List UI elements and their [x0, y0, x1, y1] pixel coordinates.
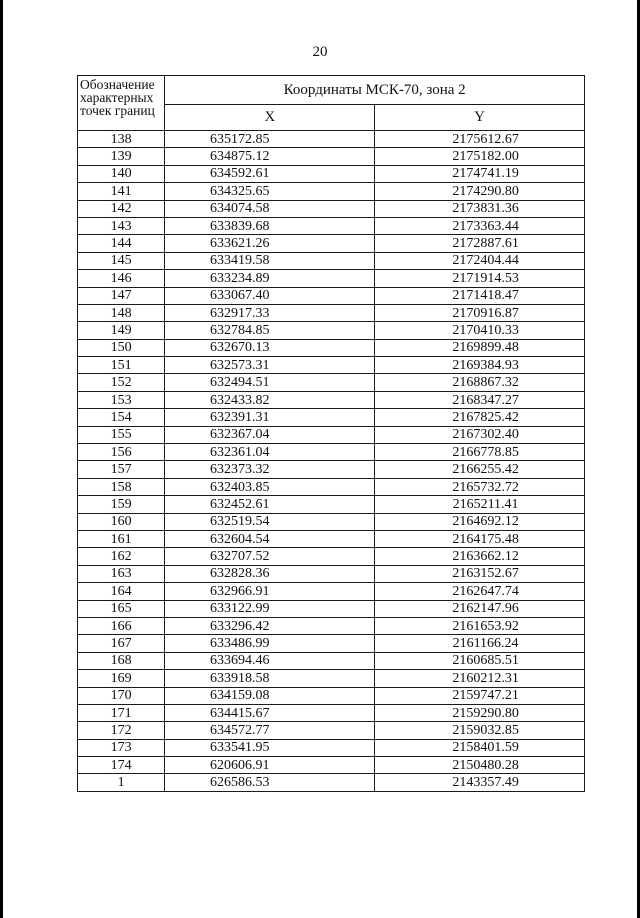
table-row	[78, 217, 585, 234]
y-coordinate-cell: 2172887.61	[375, 235, 585, 252]
table-row	[78, 565, 585, 582]
coordinates-table	[77, 75, 585, 792]
y-coordinate-cell: 2167302.40	[375, 426, 585, 443]
x-coordinate-cell: 635172.85	[165, 131, 375, 148]
point-cell: 150	[78, 339, 165, 356]
table-row	[78, 722, 585, 739]
y-coordinate-cell: 2160685.51	[375, 652, 585, 669]
x-coordinate-cell: 632828.36	[165, 565, 375, 582]
table-row	[78, 287, 585, 304]
x-coordinate-cell: 633839.68	[165, 217, 375, 234]
table-row	[78, 200, 585, 217]
point-cell: 169	[78, 670, 165, 687]
y-coordinate-cell: 2175612.67	[375, 131, 585, 148]
x-coordinate-cell: 632519.54	[165, 513, 375, 530]
y-column-header: Y	[375, 105, 585, 131]
x-coordinate-cell: 632391.31	[165, 409, 375, 426]
x-coordinate-cell: 632494.51	[165, 374, 375, 391]
table-row	[78, 600, 585, 617]
table-row	[78, 548, 585, 565]
point-cell: 170	[78, 687, 165, 704]
y-coordinate-cell: 2159747.21	[375, 687, 585, 704]
coordinates-system-header: Координаты МСК-70, зона 2	[165, 76, 585, 105]
point-cell: 165	[78, 600, 165, 617]
point-cell: 138	[78, 131, 165, 148]
point-cell: 153	[78, 391, 165, 408]
y-coordinate-cell: 2168867.32	[375, 374, 585, 391]
page-number: 20	[312, 44, 328, 60]
table-row	[78, 478, 585, 495]
y-coordinate-cell: 2169899.48	[375, 339, 585, 356]
point-cell: 174	[78, 757, 165, 774]
x-coordinate-cell: 634875.12	[165, 148, 375, 165]
x-coordinate-cell: 632707.52	[165, 548, 375, 565]
x-coordinate-cell: 632433.82	[165, 391, 375, 408]
x-coordinate-cell: 633067.40	[165, 287, 375, 304]
x-coordinate-cell: 626586.53	[165, 774, 375, 791]
table-row	[78, 304, 585, 321]
y-coordinate-cell: 2161653.92	[375, 617, 585, 634]
x-coordinate-cell: 633621.26	[165, 235, 375, 252]
point-cell: 159	[78, 496, 165, 513]
table-row	[78, 357, 585, 374]
y-coordinate-cell: 2169384.93	[375, 357, 585, 374]
y-coordinate-cell: 2162147.96	[375, 600, 585, 617]
point-cell: 166	[78, 617, 165, 634]
point-cell: 173	[78, 739, 165, 756]
y-coordinate-cell: 2171914.53	[375, 270, 585, 287]
x-coordinate-cell: 634592.61	[165, 165, 375, 182]
x-coordinate-cell: 634159.08	[165, 687, 375, 704]
table-row	[78, 252, 585, 269]
table-row	[78, 757, 585, 774]
point-cell: 164	[78, 583, 165, 600]
table-row	[78, 496, 585, 513]
table-row	[78, 131, 585, 148]
table-row	[78, 270, 585, 287]
x-coordinate-cell: 633419.58	[165, 252, 375, 269]
table-row	[78, 583, 585, 600]
y-coordinate-cell: 2158401.59	[375, 739, 585, 756]
y-coordinate-cell: 2174741.19	[375, 165, 585, 182]
x-coordinate-cell: 632966.91	[165, 583, 375, 600]
x-coordinate-cell: 633234.89	[165, 270, 375, 287]
x-coordinate-cell: 633918.58	[165, 670, 375, 687]
x-coordinate-cell: 633694.46	[165, 652, 375, 669]
point-cell: 151	[78, 357, 165, 374]
point-cell: 148	[78, 304, 165, 321]
x-coordinate-cell: 633122.99	[165, 600, 375, 617]
point-cell: 149	[78, 322, 165, 339]
x-coordinate-cell: 633296.42	[165, 617, 375, 634]
point-cell: 156	[78, 444, 165, 461]
y-coordinate-cell: 2168347.27	[375, 391, 585, 408]
x-coordinate-cell: 632573.31	[165, 357, 375, 374]
table-row	[78, 652, 585, 669]
y-coordinate-cell: 2170916.87	[375, 304, 585, 321]
point-cell: 162	[78, 548, 165, 565]
y-coordinate-cell: 2159032.85	[375, 722, 585, 739]
table-row	[78, 391, 585, 408]
y-coordinate-cell: 2163152.67	[375, 565, 585, 582]
table-row	[78, 235, 585, 252]
x-coordinate-cell: 632373.32	[165, 461, 375, 478]
table-row	[78, 513, 585, 530]
table-row	[78, 530, 585, 547]
x-coordinate-cell: 632604.54	[165, 530, 375, 547]
table-row	[78, 774, 585, 791]
table-row	[78, 687, 585, 704]
table-row	[78, 183, 585, 200]
y-coordinate-cell: 2165732.72	[375, 478, 585, 495]
point-cell: 158	[78, 478, 165, 495]
x-coordinate-cell: 632670.13	[165, 339, 375, 356]
y-coordinate-cell: 2165211.41	[375, 496, 585, 513]
y-coordinate-cell: 2166778.85	[375, 444, 585, 461]
point-cell: 172	[78, 722, 165, 739]
point-cell: 154	[78, 409, 165, 426]
y-coordinate-cell: 2173363.44	[375, 217, 585, 234]
y-coordinate-cell: 2164692.12	[375, 513, 585, 530]
point-cell: 161	[78, 530, 165, 547]
y-coordinate-cell: 2172404.44	[375, 252, 585, 269]
y-coordinate-cell: 2167825.42	[375, 409, 585, 426]
x-coordinate-cell: 634572.77	[165, 722, 375, 739]
point-cell: 163	[78, 565, 165, 582]
x-coordinate-cell: 633541.95	[165, 739, 375, 756]
table-row	[78, 148, 585, 165]
table-row	[78, 409, 585, 426]
point-cell: 155	[78, 426, 165, 443]
x-coordinate-cell: 632367.04	[165, 426, 375, 443]
table-row	[78, 739, 585, 756]
point-cell: 171	[78, 704, 165, 721]
table-header	[78, 76, 585, 131]
x-coordinate-cell: 634074.58	[165, 200, 375, 217]
point-designation-header: Обозначение характерных точек границ	[78, 76, 165, 131]
point-cell: 140	[78, 165, 165, 182]
point-cell: 142	[78, 200, 165, 217]
point-cell: 1	[78, 774, 165, 791]
table-row	[78, 426, 585, 443]
point-cell: 141	[78, 183, 165, 200]
y-coordinate-cell: 2143357.49	[375, 774, 585, 791]
y-coordinate-cell: 2170410.33	[375, 322, 585, 339]
y-coordinate-cell: 2171418.47	[375, 287, 585, 304]
x-coordinate-cell: 632784.85	[165, 322, 375, 339]
point-cell: 168	[78, 652, 165, 669]
y-coordinate-cell: 2174290.80	[375, 183, 585, 200]
point-cell: 147	[78, 287, 165, 304]
x-coordinate-cell: 632403.85	[165, 478, 375, 495]
table-row	[78, 461, 585, 478]
table-row	[78, 374, 585, 391]
point-cell: 167	[78, 635, 165, 652]
y-coordinate-cell: 2175182.00	[375, 148, 585, 165]
table-row	[78, 444, 585, 461]
y-coordinate-cell: 2150480.28	[375, 757, 585, 774]
x-coordinate-cell: 632917.33	[165, 304, 375, 321]
x-coordinate-cell: 633486.99	[165, 635, 375, 652]
x-coordinate-cell: 634325.65	[165, 183, 375, 200]
table-row	[78, 617, 585, 634]
table-row	[78, 704, 585, 721]
table-row	[78, 635, 585, 652]
point-cell: 160	[78, 513, 165, 530]
y-coordinate-cell: 2166255.42	[375, 461, 585, 478]
point-cell: 139	[78, 148, 165, 165]
y-coordinate-cell: 2159290.80	[375, 704, 585, 721]
y-coordinate-cell: 2161166.24	[375, 635, 585, 652]
table-row	[78, 339, 585, 356]
table-row	[78, 322, 585, 339]
table-row	[78, 165, 585, 182]
x-column-header: X	[165, 105, 375, 131]
x-coordinate-cell: 620606.91	[165, 757, 375, 774]
point-cell: 152	[78, 374, 165, 391]
point-cell: 146	[78, 270, 165, 287]
y-coordinate-cell: 2164175.48	[375, 530, 585, 547]
point-cell: 145	[78, 252, 165, 269]
x-coordinate-cell: 632361.04	[165, 444, 375, 461]
point-cell: 144	[78, 235, 165, 252]
x-coordinate-cell: 632452.61	[165, 496, 375, 513]
point-cell: 157	[78, 461, 165, 478]
table-row	[78, 670, 585, 687]
left-page-edge	[0, 0, 3, 918]
point-cell: 143	[78, 217, 165, 234]
table-body	[78, 131, 585, 792]
y-coordinate-cell: 2162647.74	[375, 583, 585, 600]
x-coordinate-cell: 634415.67	[165, 704, 375, 721]
y-coordinate-cell: 2160212.31	[375, 670, 585, 687]
y-coordinate-cell: 2173831.36	[375, 200, 585, 217]
y-coordinate-cell: 2163662.12	[375, 548, 585, 565]
